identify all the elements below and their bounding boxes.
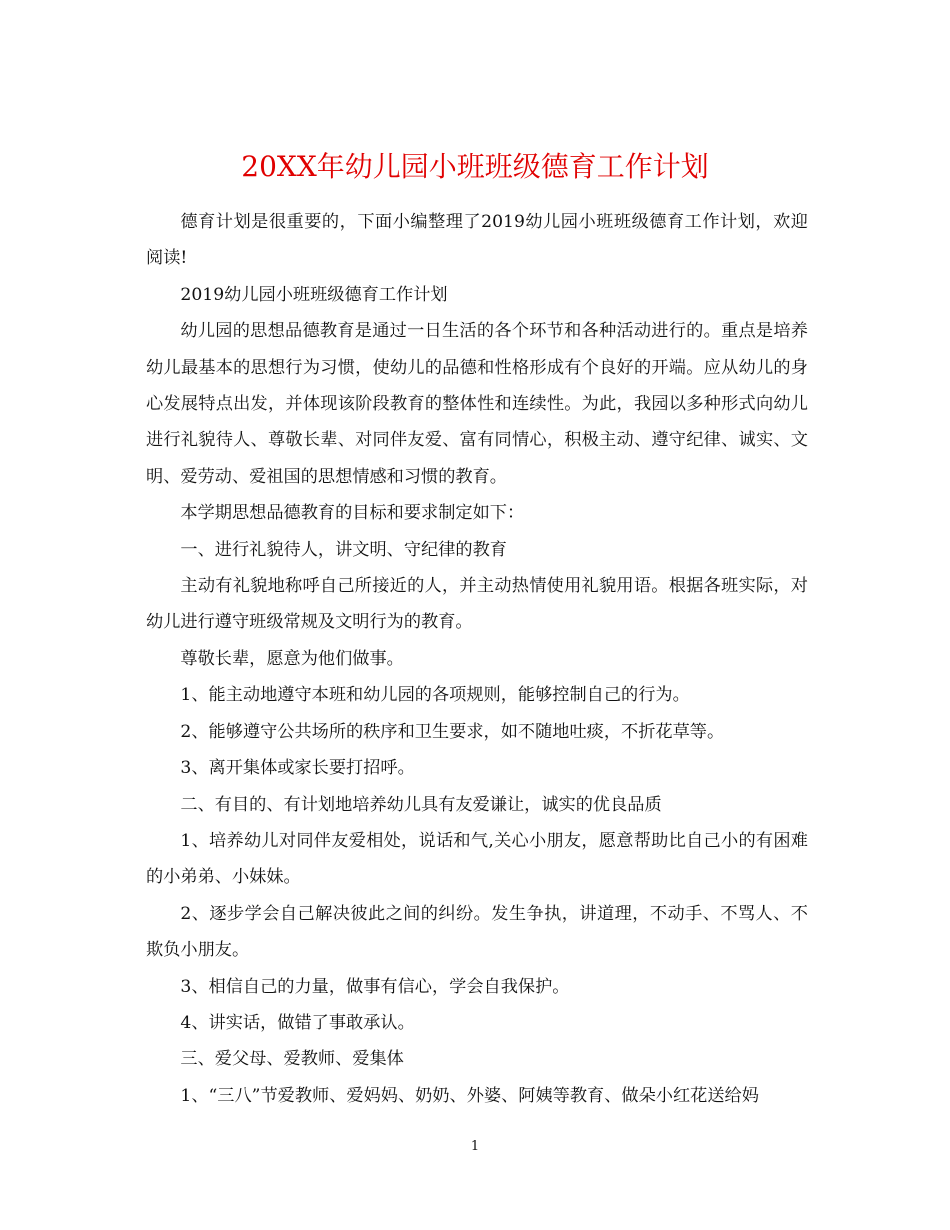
section-heading: 一、进行礼貌待人，讲文明、守纪律的教育 — [180, 539, 507, 560]
list-item: 1、培养幼儿对同伴友爱相处，说话和气,关心小朋友，愿意帮助比自己小的有困难的小弟弟、小妹妹。 — [146, 830, 808, 888]
paragraph: 德育计划是很重要的，下面小编整理了2019幼儿园小班班级德育工作计划，欢迎阅读! — [146, 212, 808, 269]
list-item: 1、能主动地遵守本班和幼儿园的各项规则，能够控制自己的行为。 — [180, 685, 690, 706]
paragraph: 主动有礼貌地称呼自己所接近的人，并主动热情使用礼貌用语。根据各班实际，对幼儿进行遵守班级常规及文明行为的教育。 — [146, 576, 808, 633]
section-heading: 三、爱父母、爱教师、爱集体 — [180, 1049, 404, 1070]
document-body — [146, 204, 808, 1114]
document-title: 20XX年幼儿园小班班级德育工作计划 — [241, 149, 709, 183]
section-heading: 二、有目的、有计划地培养幼儿具有友爱谦让，诚实的优良品质 — [180, 794, 662, 815]
paragraph: 本学期思想品德教育的目标和要求制定如下： — [180, 503, 525, 524]
list-item: 2、逐步学会自己解决彼此之间的纠纷。发生争执，讲道理，不动手、不骂人、不欺负小朋友。 — [146, 903, 808, 961]
paragraph: 尊敬长辈，愿意为他们做事。 — [180, 648, 404, 669]
list-item: 3、离开集体或家长要打招呼。 — [180, 758, 415, 779]
list-item: 3、相信自己的力量，做事有信心，学会自我保护。 — [180, 976, 570, 997]
paragraph: 幼儿园的思想品德教育是通过一日生活的各个环节和各种活动进行的。重点是培养幼儿最基本的思想行为习惯，使幼儿的品德和性格形成有个良好的开端。应从幼儿的身心发展特点出发，并体现该阶段教育的整体性和连续性。为此，我园以多种形式向幼儿进行礼貌待人、尊敬长辈、对同伴友爱、富有同情心，积极主动、遵守纪律、诚实、文明、爱劳动、爱祖国的思想情感和习惯的教育。 — [146, 321, 808, 487]
list-item: 2、能够遵守公共场所的秩序和卫生要求，如不随地吐痰，不折花草等。 — [180, 721, 725, 742]
page-number: 1 — [470, 1139, 480, 1154]
list-item: 1、“三八”节爱教师、爱妈妈、奶奶、外婆、阿姨等教育、做朵小红花送给妈 — [180, 1085, 759, 1106]
list-item: 4、讲实话，做错了事敢承认。 — [180, 1012, 415, 1033]
paragraph: 2019幼儿园小班班级德育工作计划 — [180, 284, 448, 305]
